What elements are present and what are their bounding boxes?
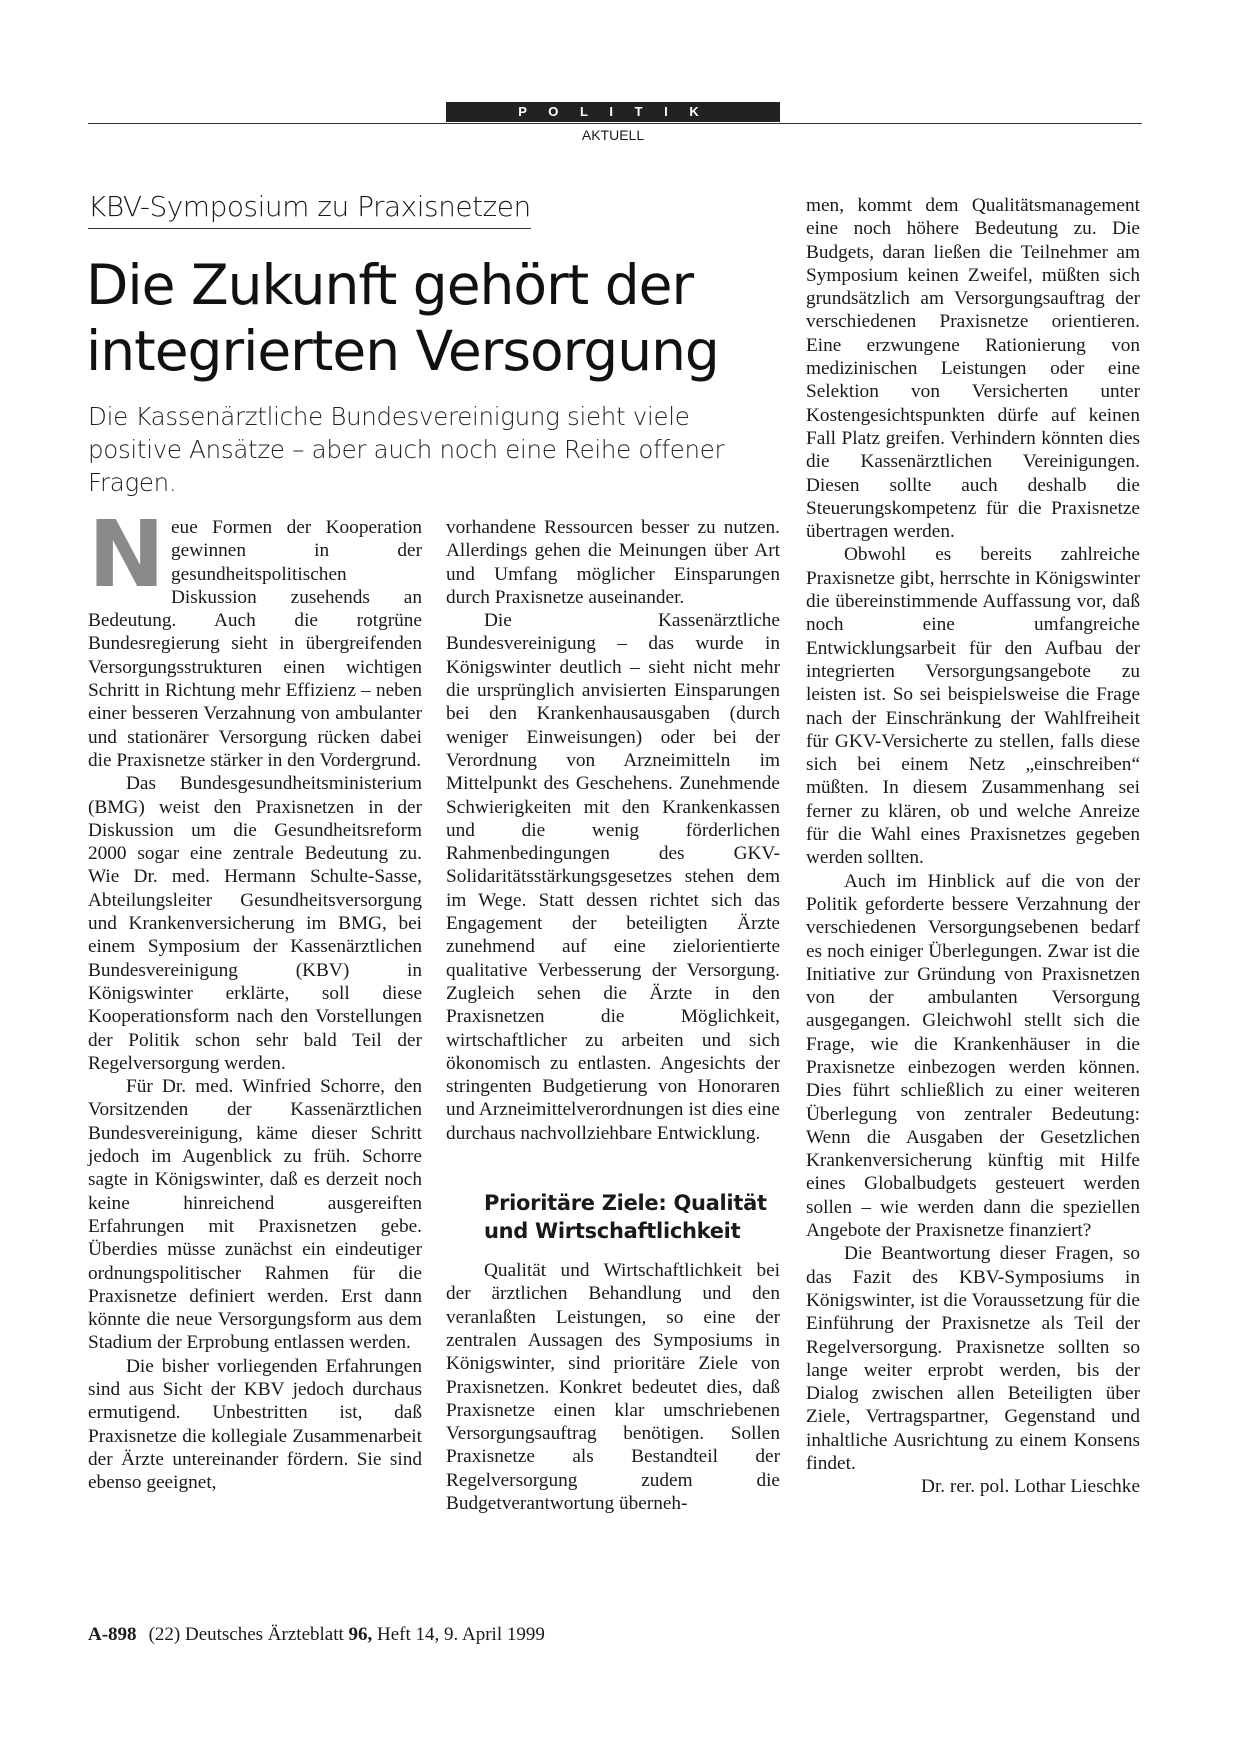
volume: 96, bbox=[348, 1624, 373, 1645]
citation: (22) Deutsches Ärzteblatt bbox=[148, 1624, 349, 1645]
paragraph: Die bisher vorliegenden Erfahrungen sind aus Sicht der KBV jedoch durchaus ermutigend. Unbestritten ist, daß Praxisnetze die kollegiale Zusammenarbeit der Ärzte untereinander fördern. Sie sind ebenso geeignet, bbox=[88, 1355, 422, 1494]
paragraph: men, kommt dem Qualitätsmanagement eine noch höhere Bedeutung zu. Die Budgets, daran ließen die Teilnehmer am Symposium keinen Zweifel, müßten sich grundsätzlich am Versorgungsauftrag der verschiedenen Praxisnetze orientieren. Eine erzwungene Rationierung von medizinischen Leistungen oder eine Selektion von Versicherten unter Kostengesichtspunkten dürfe auf keinen Fall Platz greifen. Verhindern könnten dies die Kassenärztlichen Vereinigungen. Diesen sollte auch deshalb die Steuerungskompetenz für die Praxisnetze übertragen werden. bbox=[806, 195, 1140, 543]
header-rule bbox=[88, 123, 1142, 124]
article-headline: Die Zukunft gehört der integrierten Versorgung bbox=[86, 253, 719, 383]
paragraph: Das Bundesgesundheitsministerium (BMG) weist den Praxisnetzen in der Diskussion um die Gesundheitsreform 2000 sogar eine zentrale Bedeutung zu. Wie Dr. med. Hermann Schulte-Sasse, Abteilungsleiter Gesundheitsversorgung und Krankenversicherung im BMG, bei einem Symposium der Kassenärztlichen Bundesvereinigung (KBV) in Königswinter erklärte, soll diese Kooperationsform nach den Vorstellungen der Politik schon sehr bald Teil der Regelversorgung werden. bbox=[88, 773, 422, 1074]
column-3 bbox=[806, 194, 1140, 1499]
column-1 bbox=[88, 501, 422, 1494]
paragraph: Für Dr. med. Winfried Schorre, den Vorsitzenden der Kassenärztlichen Bundesvereinigung, käme dieser Schritt jedoch im Augenblick zu früh. Schorre sagte in Königswinter, daß es derzeit noch keine hinreichend ausgereiften Erfahrungen mit Praxisnetzen gebe. Überdies müsse zunächst ein eindeutiger ordnungspolitischer Rahmen für die Praxisnetze definiert werden. Erst dann könnte die neue Versorgungsform aus dem Stadium der Erprobung entlassen werden. bbox=[88, 1076, 422, 1354]
subsection-label: AKTUELL bbox=[581, 127, 645, 143]
paragraph: Neue Formen der Kooperation gewinnen in der gesundheitspolitischen Diskussion zusehends an Bedeutung. Auch die rotgrüne Bundesregierung sieht in übergreifenden Versorgungsstrukturen einen wichtigen Schritt in Richtung mehr Effizienz – neben einer besseren Verzahnung von ambulanter und stationärer Versorgung rücken dabei die Praxisnetze stärker in den Vordergrund. bbox=[88, 501, 422, 771]
issue: Heft 14, 9. April 1999 bbox=[372, 1624, 545, 1645]
paragraph: Die Kassenärztliche Bundesvereinigung – das wurde in Königswinter deutlich – sieht nicht mehr die ursprünglich anvisierten Einsparungen bei den Krankenhausausgaben (durch weniger Einweisungen) oder bei der Verordnung von Arzneimitteln im Mittelpunkt des Geschehens. Zunehmende Schwierigkeiten mit den Krankenkassen und die wenig förderlichen Rahmenbedingungen des GKV-Solidaritätsstärkungsgesetzes stehen dem im Wege. Statt dessen richtet sich das Engagement der beteiligten Ärzte zunehmend auf eine zielorientierte qualitative Verbesserung der Versorgung. Zugleich sehen die Ärzte in den Praxisnetzen die Möglichkeit, wirtschaftlicher zu arbeiten und sich ökonomisch zu entlasten. Angesichts der stringenten Budgetierung von Honoraren und Arzneimittelverordnungen ist dies eine durchaus nachvollziehbare Entwicklung. bbox=[446, 610, 780, 1144]
column-2 bbox=[446, 516, 780, 1515]
paragraph: Auch im Hinblick auf die von der Politik geforderte bessere Verzahnung der verschiedenen Versorgungsebenen bedarf es noch einiger Überlegungen. Zwar ist die Initiative zur Gründung von Praxisnetzen von der ambulanten Versorgung ausgegangen. Gleichwohl stellt sich die Frage, wie die Krankenhäuser in die Praxisnetze einbezogen werden können. Dies führt schließlich zu einer weiteren Überlegung von zentraler Bedeutung: Wenn die Ausgaben der Gesetzlichen Krankenversicherung künftig mit Hilfe eines Globalbudgets gesteuert werden sollen – wie werden dann die speziellen Angebote der Praxisnetze finanziert? bbox=[806, 870, 1140, 1242]
author-byline: Dr. rer. pol. Lothar Lieschke bbox=[921, 1476, 1140, 1498]
paragraph: Qualität und Wirtschaftlichkeit bei der ärztlichen Behandlung und den veranlaßten Leistungen, so eine der zentralen Aussagen des Symposiums in Königswinter, sind prioritäre Ziele von Praxisnetzen. Konkret bedeutet dies, daß Praxisnetze einen klar umschriebenen Versorgungsauftrag benötigen. Sollen Praxisnetze als Bestandteil der Regelversorgung zudem die Budgetverantwortung überneh- bbox=[446, 1260, 780, 1514]
page-footer bbox=[88, 1624, 545, 1646]
paragraph: vorhandene Ressourcen besser zu nutzen. Allerdings gehen die Meinungen über Art und Umfang möglicher Einsparungen durch Praxisnetze auseinander. bbox=[446, 517, 780, 608]
article-kicker: KBV-Symposium zu Praxisnetzen bbox=[88, 190, 531, 229]
section-subhead: Prioritäre Ziele: Qualität und Wirtschaftlichkeit bbox=[484, 1191, 767, 1244]
paragraph: Obwohl es bereits zahlreiche Praxisnetze gibt, herrschte in Königswinter die übereinstimmende Auffassung vor, daß noch eine umfangreiche Entwicklungsarbeit für den Aufbau der integrierten Versorgungsangebote zu leisten ist. So sei beispielsweise die Frage nach der Einschränkung der Wahlfreiheit für GKV-Versicherte zu stellen, falls diese sich bei einem Netz „einschreiben“ müßten. In diesem Zusammenhang sei ferner zu klären, ob und welche Anreize für die Wahl eines Praxisnetzes gegeben werden sollten. bbox=[806, 544, 1140, 869]
paragraph: Die Beantwortung dieser Fragen, so das Fazit des KBV-Symposiums in Königswinter, ist die Voraussetzung für die Einführung der Praxisnetze als Teil der Regelversorgung. Praxisnetze sollten so lange weiter erprobt werden, bis der Dialog zwischen allen Beteiligten über Ziele, Vertragspartner, Gegenstand und inhaltliche Ausrichtung zu einem Konsens findet. bbox=[806, 1243, 1140, 1475]
article-deck: Die Kassenärztliche Bundesvereinigung sieht viele positive Ansätze – aber auch noch eine Reihe offener Fragen. bbox=[88, 402, 725, 497]
section-label: P O L I T I K bbox=[446, 102, 780, 122]
drop-cap: N bbox=[88, 501, 165, 608]
page-number: A-898 bbox=[88, 1624, 137, 1645]
